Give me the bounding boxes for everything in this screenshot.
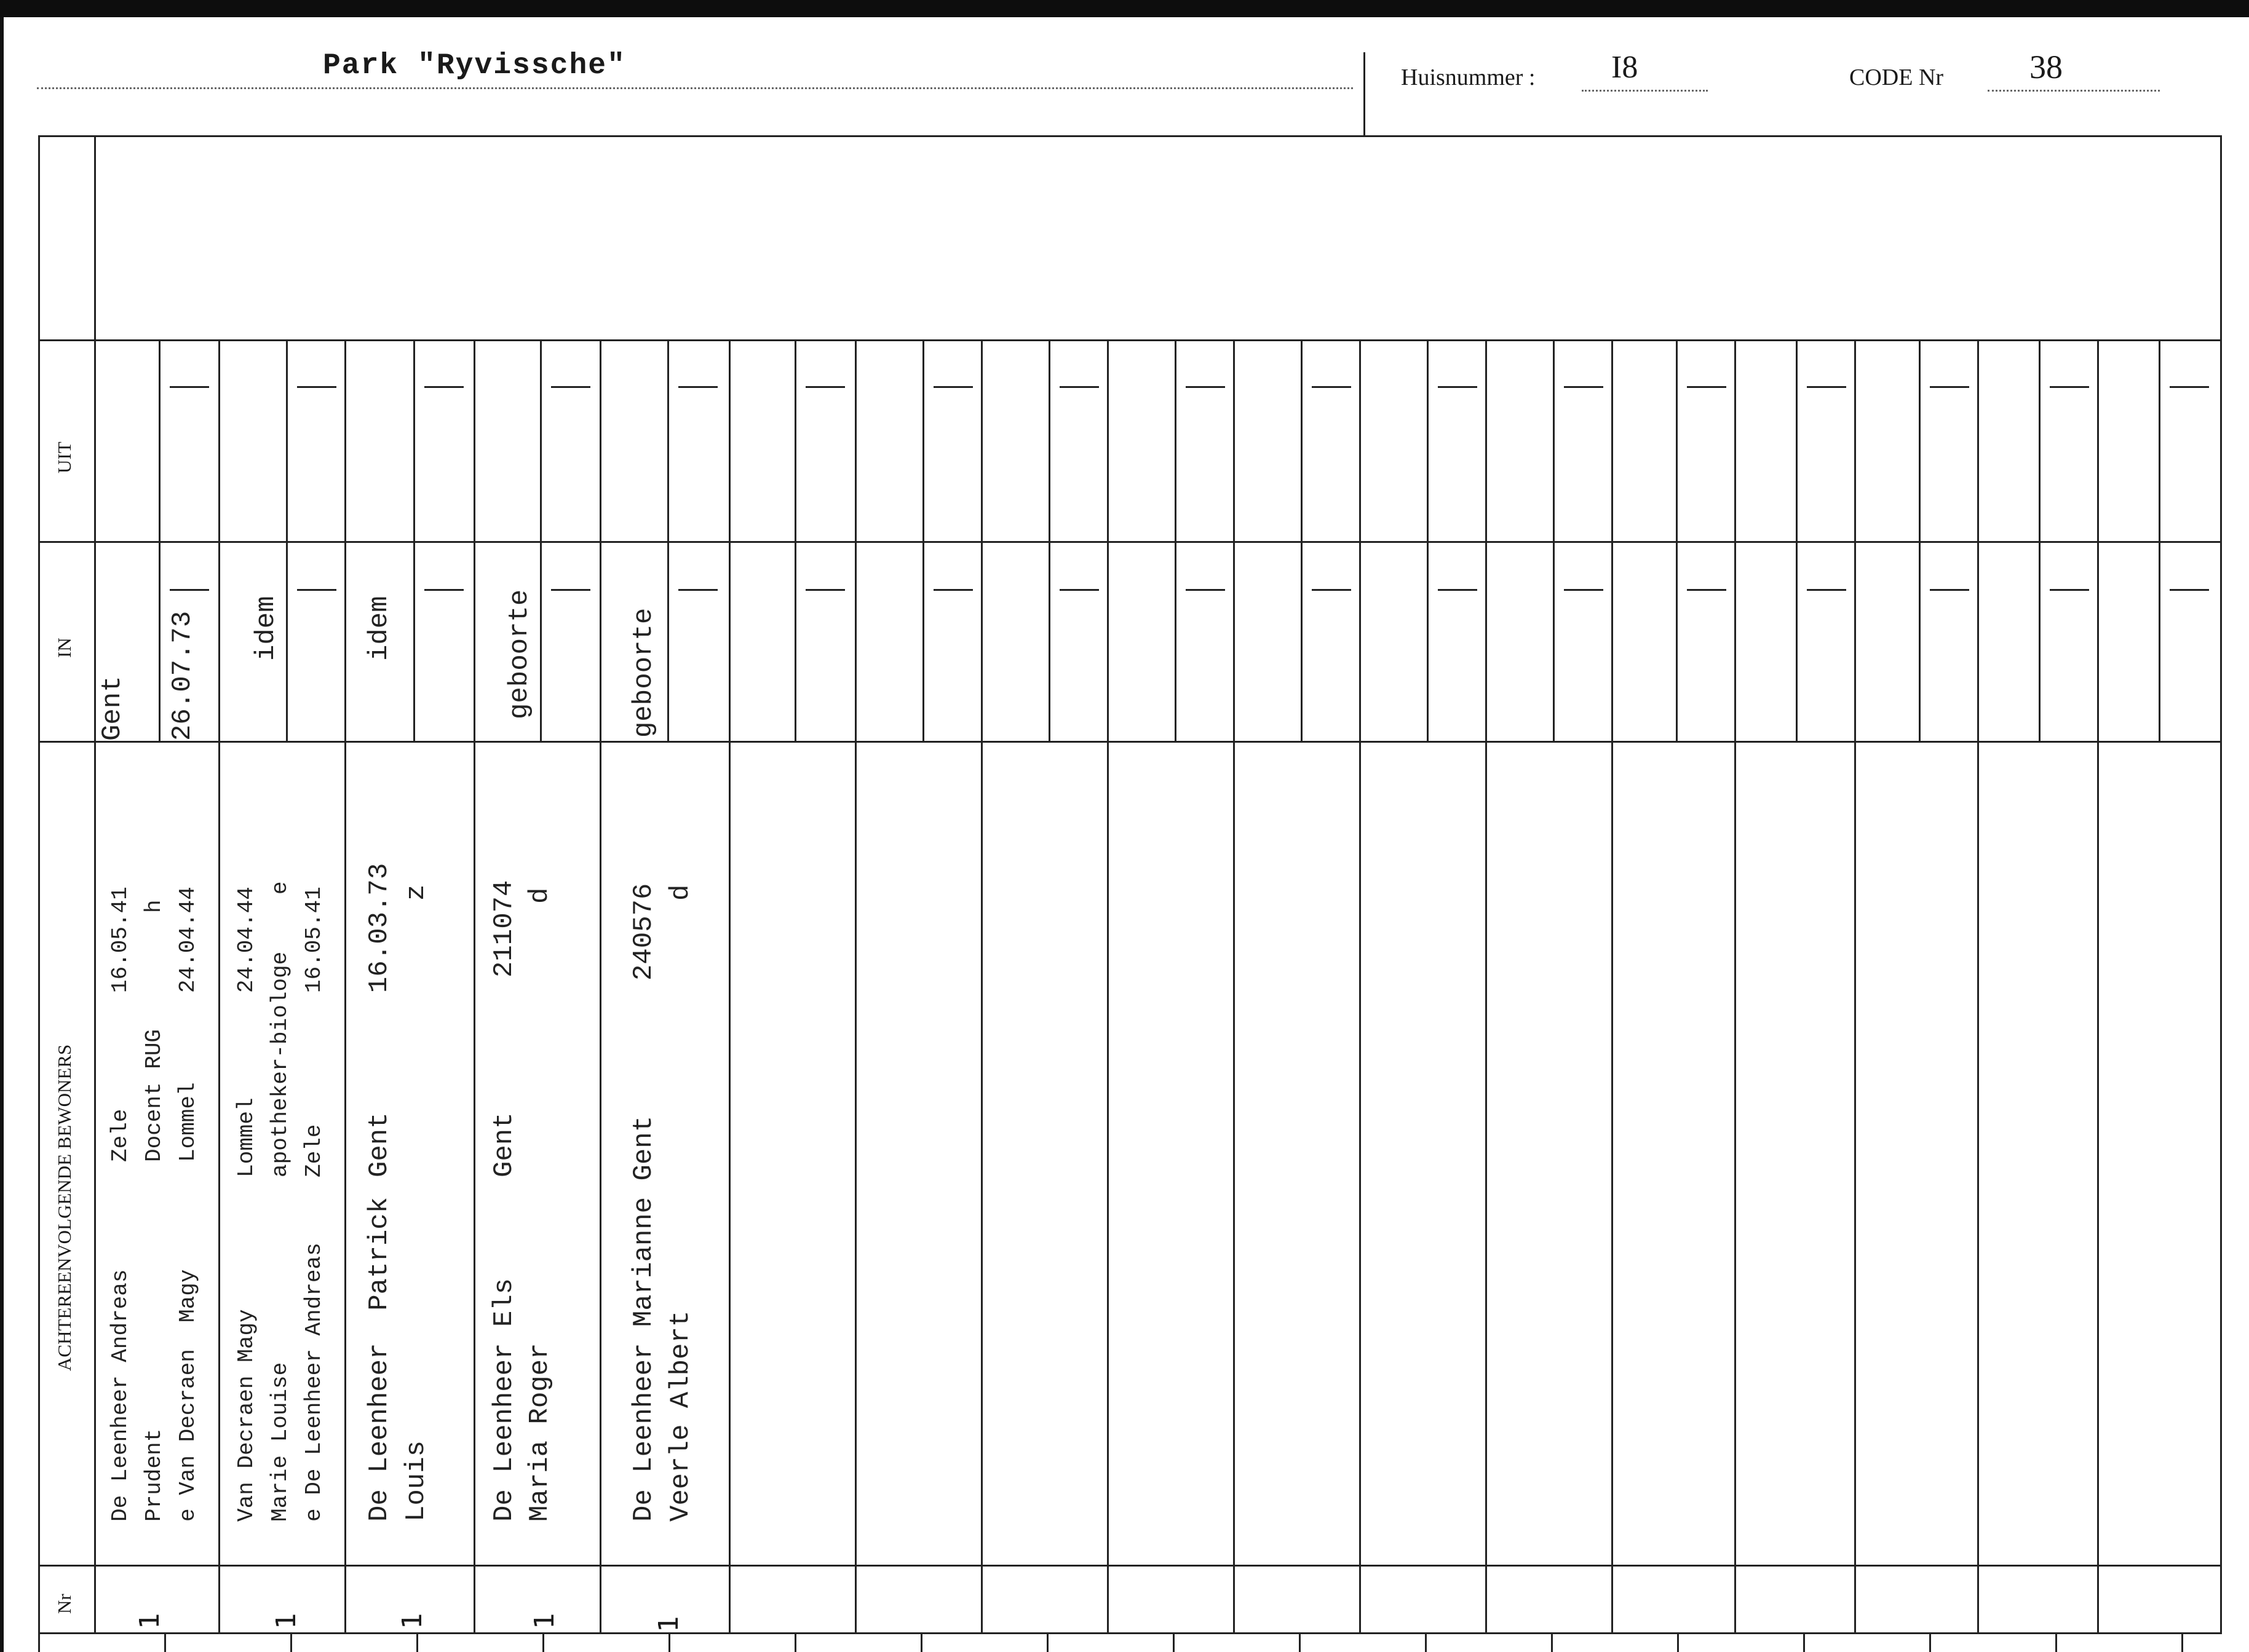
entry-3-date-2: z [401,884,432,901]
entry-5-date-1: 240576 [629,883,659,981]
bottom-tick [1047,1634,1049,1652]
entry-1-name-1: De Leenheer Andreas [108,1269,133,1522]
dash-mark [1930,386,1969,388]
dash-mark [1060,589,1099,591]
grid-left-border [38,135,40,1634]
grid-right-border [2220,135,2222,1634]
code-dotted-line [1988,90,2160,92]
column-divider [729,339,731,1634]
column-divider [1359,339,1361,1634]
sub-column-divider [1049,339,1050,741]
sub-column-divider [286,339,288,741]
column-divider [1854,339,1856,1634]
dash-mark [170,589,209,591]
entry-1-date-1: 16.05.41 [108,887,133,993]
dash-mark [1312,589,1351,591]
entry-2-name-1: Van Decraen Magy [234,1309,259,1522]
row-divider-in [38,541,2220,543]
bottom-tick [1929,1634,1931,1652]
bottom-tick [1803,1634,1805,1652]
entry-1-place-1: Zele [108,1109,133,1162]
sub-column-divider [922,339,924,741]
bottom-tick [164,1634,166,1652]
column-divider [1611,339,1613,1634]
entry-1-place-2: Docent RUG [141,1029,167,1162]
bottom-tick [38,1634,40,1652]
entry-5-nr: 1 [653,1616,684,1632]
column-divider [474,339,475,1634]
entry-4-date-2: d [525,887,555,904]
entry-1-place-3: Lommel [175,1082,200,1162]
dash-mark [551,589,590,591]
sub-column-divider [667,339,669,741]
grid-bottom-border [38,1632,2220,1634]
entry-1-nr: 1 [134,1613,165,1629]
dash-mark [1438,589,1477,591]
bottom-tick [1425,1634,1427,1652]
sub-column-divider [2039,339,2041,741]
sub-column-divider [795,339,796,741]
sub-column-divider [159,339,161,741]
bottom-tick [542,1634,544,1652]
column-divider [218,339,220,1634]
entry-3-name-1: De Leenheer Patrick [364,1196,395,1522]
dash-mark [424,386,464,388]
entry-4-name-2: Maria Roger [525,1343,555,1522]
bottom-tick [921,1634,922,1652]
column-divider [1734,339,1736,1634]
dash-mark [1438,386,1477,388]
dash-mark [1564,589,1603,591]
dash-mark [2170,386,2209,388]
dash-mark [678,386,718,388]
entry-2-date-3: 16.05.41 [301,887,327,993]
grid-top-border [38,135,2220,137]
entry-2-place-1: Lommel [234,1097,259,1177]
house-number-value: I8 [1611,50,1638,85]
column-divider [855,339,857,1634]
column-divider [1485,339,1487,1634]
entry-3-nr: 1 [397,1613,428,1629]
sub-column-divider [1175,339,1176,741]
entry-2-name-3: e De Leenheer Andreas [301,1243,327,1522]
code-label: CODE Nr [1849,65,1944,90]
bottom-tick [668,1634,670,1652]
entry-5-date-2: d [665,884,696,901]
bottom-tick [2055,1634,2057,1652]
dash-mark [297,386,336,388]
entry-1-name-3: e Van Decraen Magy [175,1269,200,1522]
dash-mark [934,386,973,388]
entry-2-place-2: apotheker-biologe [268,951,293,1177]
dash-mark [424,589,464,591]
sub-column-divider [540,339,542,741]
row-divider-uit [38,339,2220,341]
dash-mark [1687,589,1726,591]
column-divider [981,339,983,1634]
left-scan-border [0,17,4,1652]
dash-mark [1807,386,1846,388]
entry-3-in-place: idem [364,596,395,661]
dash-mark [1564,386,1603,388]
entry-2-place-3: Zele [301,1124,327,1177]
entry-3-place-1: Gent [364,1112,395,1177]
house-number-dotted-line [1582,90,1708,92]
dash-mark [806,386,845,388]
column-divider [1107,339,1109,1634]
entry-4-nr: 1 [529,1613,560,1629]
sub-column-divider [1427,339,1429,741]
sub-column-divider [413,339,415,741]
entry-4-place-1: Gent [489,1112,520,1177]
entry-1-in-place: Gent [97,676,128,741]
code-value: 38 [2029,49,2063,85]
sub-column-divider [1301,339,1303,741]
column-divider [2097,339,2099,1634]
entry-3-name-2: Louis [401,1440,432,1522]
bottom-tick [1299,1634,1301,1652]
bottom-tick [795,1634,796,1652]
entry-1-date-3: 24.04.44 [175,887,200,993]
sub-column-divider [1676,339,1678,741]
dash-mark [1186,589,1225,591]
entry-5-name-2: Veerle Albert [665,1310,696,1522]
entry-1-in-date: 26.07.73 [167,611,198,741]
house-number-label: Huisnummer : [1401,65,1536,90]
sub-column-divider [2159,339,2160,741]
row-divider-residents [38,741,2220,743]
label-column-divider [94,135,96,1634]
street-name: Park "Ryvissche" [323,49,626,82]
bottom-tick [2181,1634,2183,1652]
row-label-residents: ACHTEREENVOLGENDE BEWONERS [54,1044,75,1371]
entry-1-name-2: Prudent [141,1428,167,1522]
entry-2-date-1: 24.04.44 [234,887,259,993]
entry-2-date-2: e [268,881,293,895]
row-label-nr: Nr [54,1594,75,1614]
sub-column-divider [1553,339,1555,741]
dash-mark [551,386,590,388]
top-scan-border [0,0,2249,17]
dash-mark [1687,386,1726,388]
entry-1-date-2: h [141,899,167,913]
bottom-tick [1173,1634,1175,1652]
dash-mark [1807,589,1846,591]
column-divider [1233,339,1235,1634]
dash-mark [2170,589,2209,591]
bottom-tick [1551,1634,1553,1652]
bottom-tick [416,1634,418,1652]
street-dotted-line [37,87,1353,89]
column-divider [600,339,601,1634]
dash-mark [170,386,209,388]
entry-2-in-place: idem [251,596,282,661]
entry-2-name-2: Marie Louise [268,1362,293,1522]
sub-column-divider [1796,339,1798,741]
entry-4-name-1: De Leenheer Els [489,1278,520,1522]
sub-column-divider [1919,339,1921,741]
column-divider [1977,339,1979,1634]
dash-mark [2050,589,2089,591]
row-label-uit: UIT [54,441,75,473]
dash-mark [2050,386,2089,388]
entry-5-in-place: geboorte [629,607,659,738]
header-divider [1363,52,1365,135]
bottom-tick [1677,1634,1679,1652]
entry-4-in-place: geboorte [504,589,535,719]
dash-mark [297,589,336,591]
entry-3-date-1: 16.03.73 [364,863,395,993]
column-divider [344,339,346,1634]
dash-mark [1930,589,1969,591]
dash-mark [1312,386,1351,388]
entry-4-date-1: 211074 [489,880,520,978]
row-label-in: IN [54,638,75,658]
entry-5-name-1: De Leenheer Marianne Gent [629,1115,659,1522]
dash-mark [806,589,845,591]
dash-mark [1186,386,1225,388]
dash-mark [678,589,718,591]
bottom-tick [290,1634,292,1652]
dash-mark [934,589,973,591]
entry-2-nr: 1 [271,1613,302,1629]
row-divider-nr [38,1565,2220,1567]
dash-mark [1060,386,1099,388]
